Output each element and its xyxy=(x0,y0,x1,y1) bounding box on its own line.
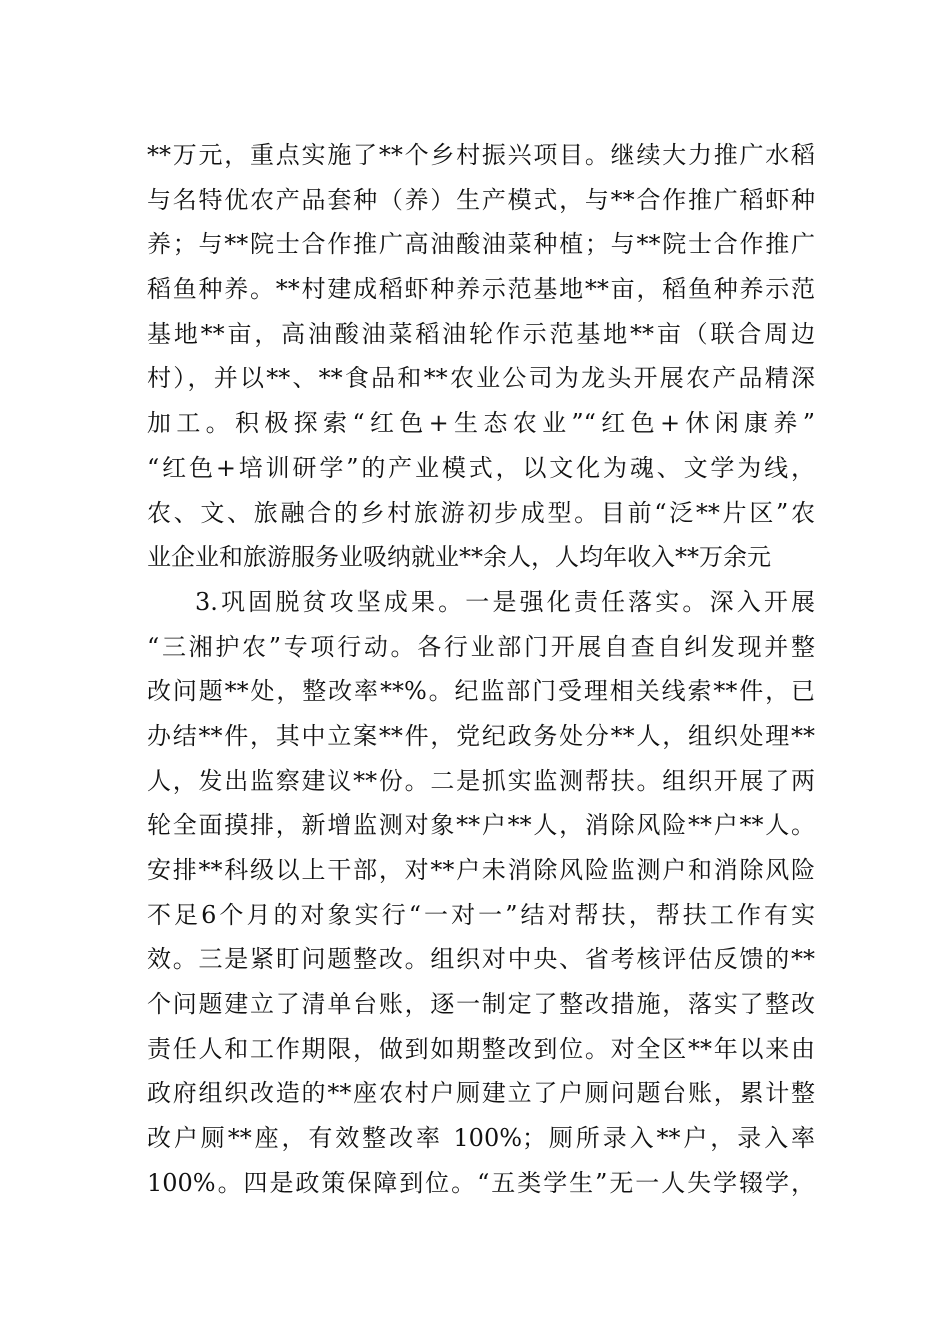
text-line: 轮全面摸排，新增监测对象**户**人，消除风险**户**人。 xyxy=(147,811,815,840)
text-line: 人，发出监察建议**份。二是抓实监测帮扶。组织开展了两 xyxy=(147,766,815,795)
text-line: “三湘护农”专项行动。各行业部门开展自查自纠发现并整 xyxy=(147,632,815,661)
section-heading-line: 3.巩固脱贫攻坚成果。一是强化责任落实。深入开展 xyxy=(195,587,815,616)
body-text xyxy=(147,133,815,1206)
text-line: 效。三是紧盯问题整改。组织对中央、省考核评估反馈的** xyxy=(147,945,815,974)
text-line: 村），并以**、**食品和**农业公司为龙头开展农产品精深 xyxy=(147,364,815,393)
text-line: 加工。积极探索“红色+生态农业”“红色+休闲康养” xyxy=(147,409,815,438)
text-line: 农、文、旅融合的乡村旅游初步成型。目前“泛**片区”农 xyxy=(147,498,815,527)
text-line: 改户厕**座，有效整改率 100%；厕所录入**户，录入率 xyxy=(147,1124,815,1153)
text-line: 办结**件，其中立案**件，党纪政务处分**人，组织处理** xyxy=(147,721,815,750)
text-line: 100%。四是政策保障到位。“五类学生”无一人失学辍学， xyxy=(147,1168,815,1197)
text-line: 养；与**院士合作推广高油酸油菜种植；与**院士合作推广 xyxy=(147,230,815,259)
text-line: 个问题建立了清单台账，逐一制定了整改措施，落实了整改 xyxy=(147,990,815,1019)
paragraph-rural-revitalization xyxy=(147,133,815,580)
text-line: “红色+培训研学”的产业模式，以文化为魂、文学为线， xyxy=(147,453,815,482)
text-line: 基地**亩，高油酸油菜稻油轮作示范基地**亩（联合周边 xyxy=(147,319,815,348)
text-line: 稻鱼种养。**村建成稻虾种养示范基地**亩，稻鱼种养示范 xyxy=(147,275,815,304)
text-line: 安排**科级以上干部，对**户未消除风险监测户和消除风险 xyxy=(147,856,815,884)
text-line: 责任人和工作期限，做到如期整改到位。对全区**年以来由 xyxy=(147,1034,815,1063)
text-line: 与名特优农产品套种（养）生产模式，与**合作推广稻虾种 xyxy=(147,185,815,214)
text-line: **万元，重点实施了**个乡村振兴项目。继续大力推广水稻 xyxy=(147,141,815,169)
text-line: 政府组织改造的**座农村户厕建立了户厕问题台账，累计整 xyxy=(147,1079,815,1108)
paragraph-poverty-alleviation xyxy=(147,580,815,1206)
text-line: 业企业和旅游服务业吸纳就业**余人，人均年收入**万余元 xyxy=(147,543,771,572)
text-line: 改问题**处，整改率**%。纪监部门受理相关线索**件，已 xyxy=(147,677,815,706)
text-line: 不足6个月的对象实行“一对一”结对帮扶，帮扶工作有实 xyxy=(147,900,815,929)
